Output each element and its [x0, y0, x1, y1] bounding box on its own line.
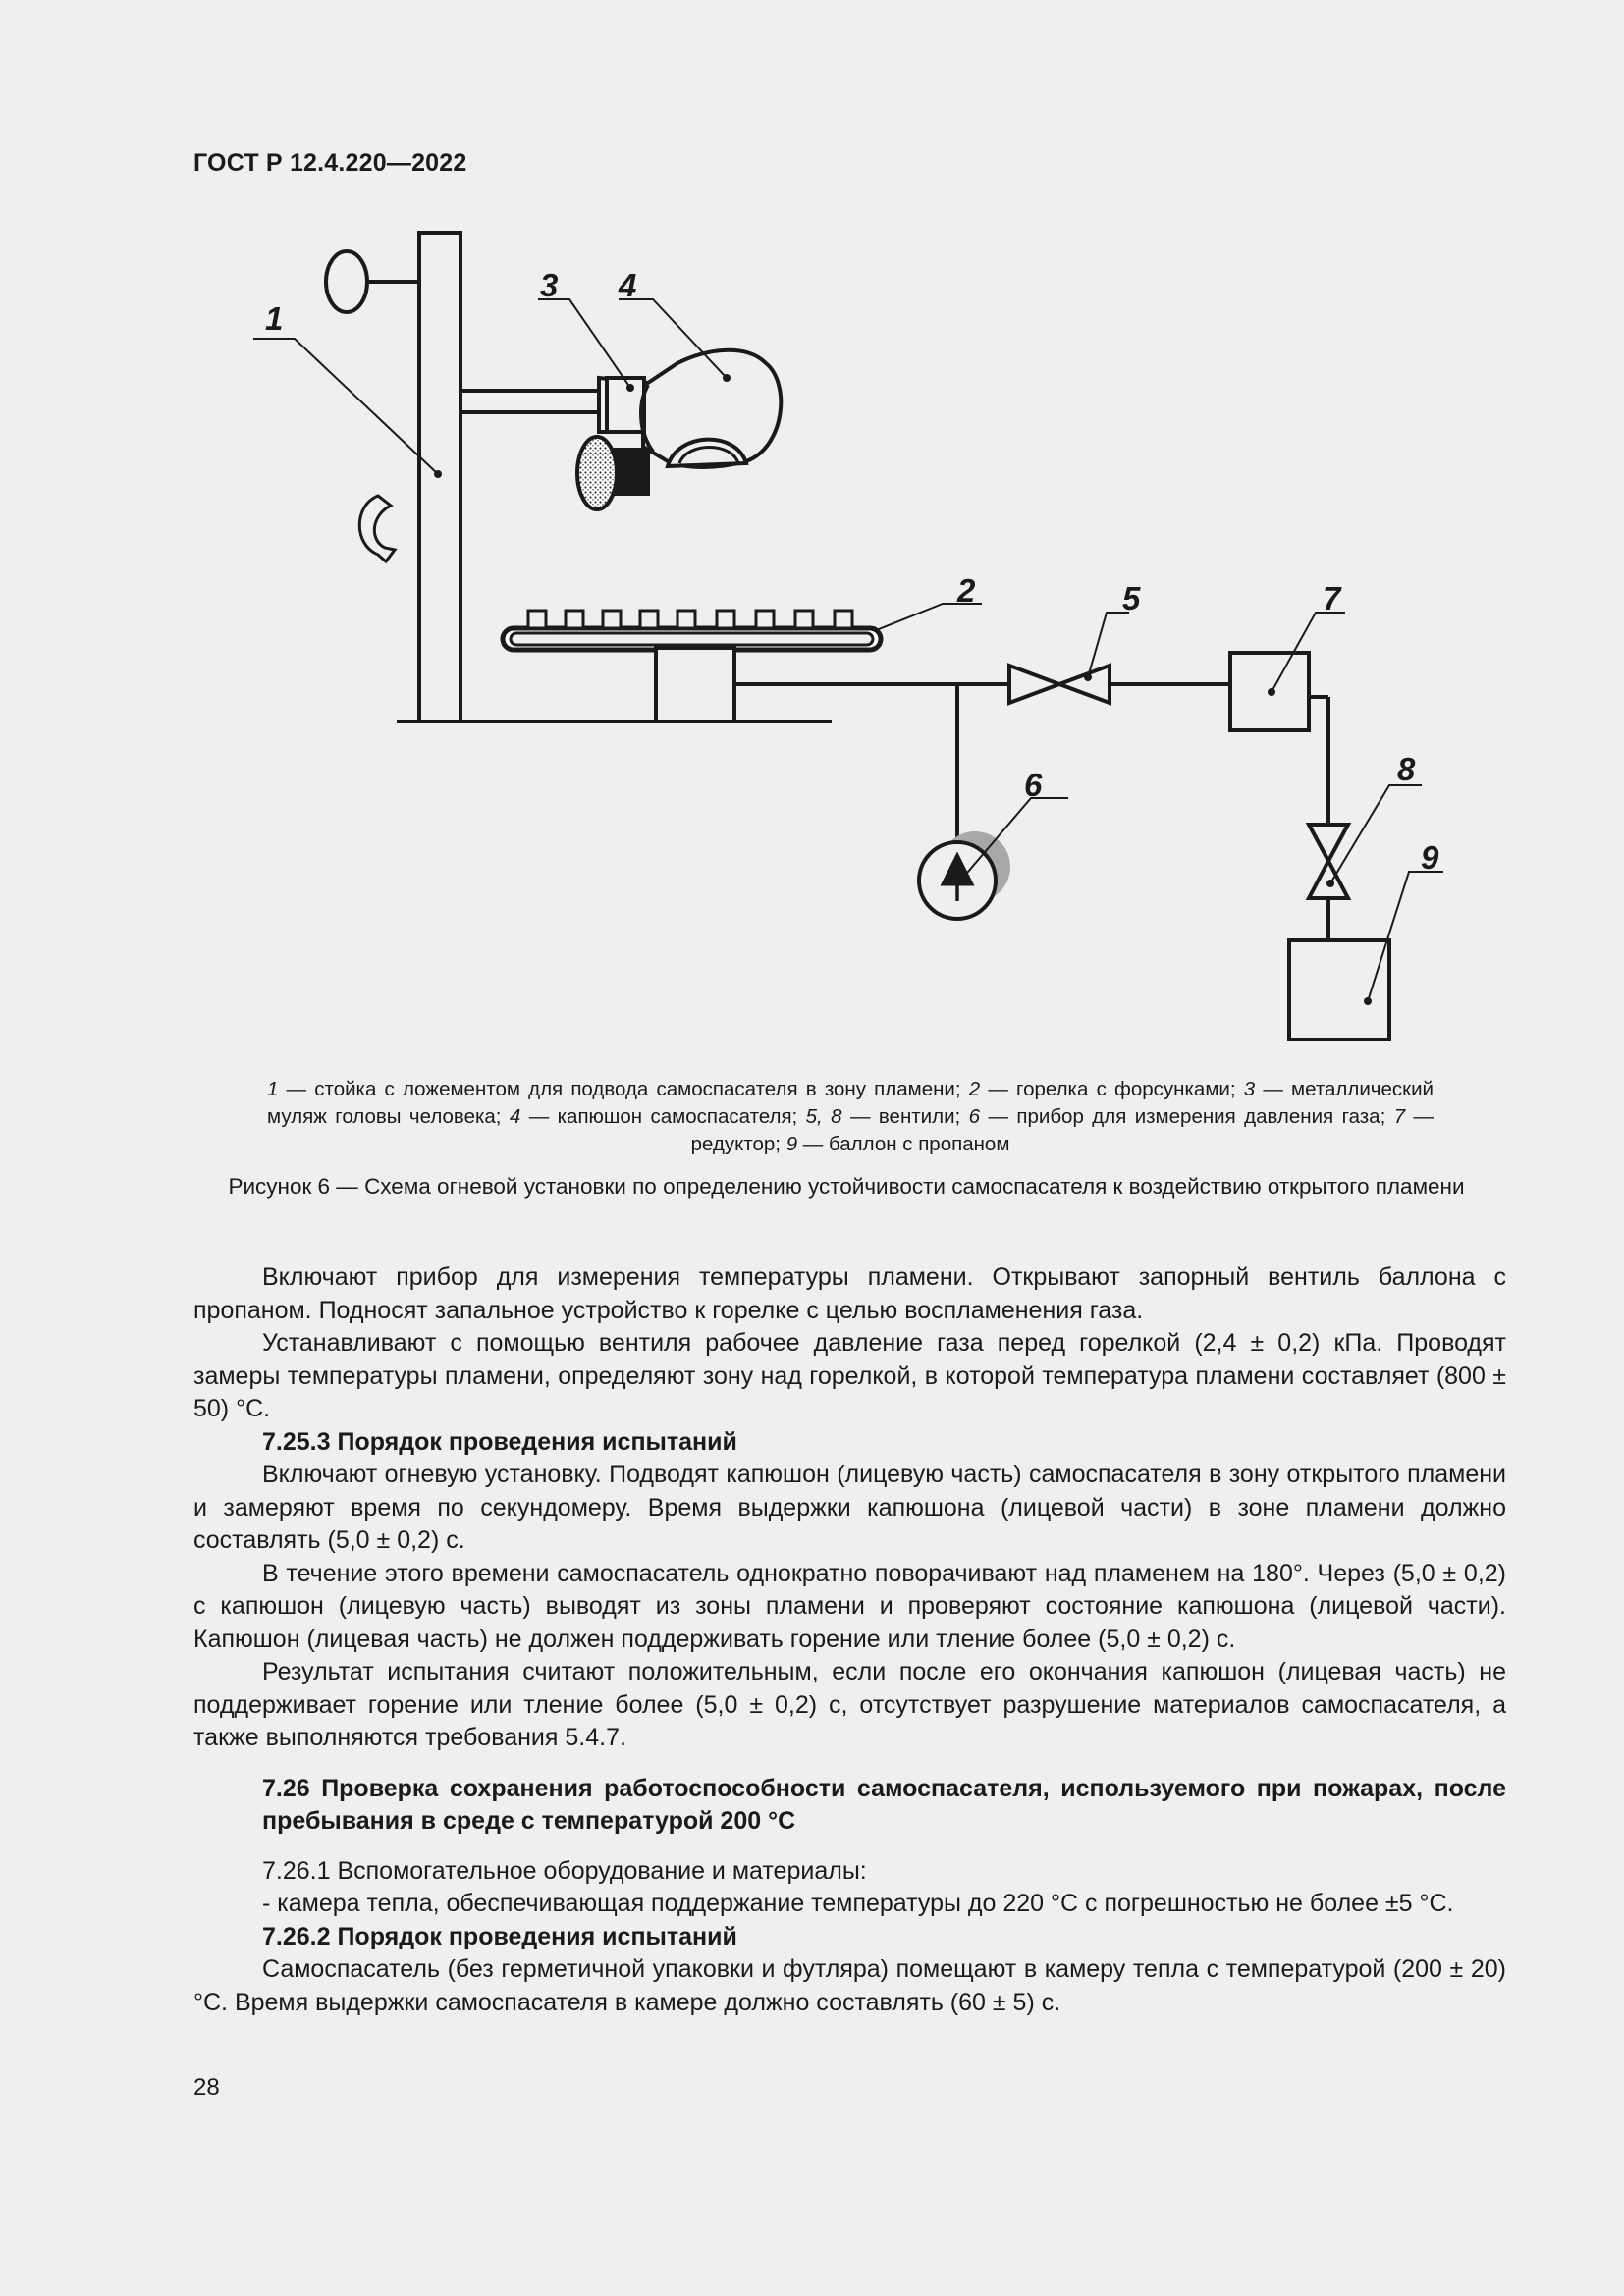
valve-5 [1009, 666, 1110, 703]
legend-text: — металлический муляж головы человека; [267, 1078, 1434, 1128]
figure-caption: Рисунок 6 — Схема огневой установки по определению устойчивости самоспасателя к воздействию открытого пламени [228, 1174, 1465, 1199]
legend-text: — редуктор; [690, 1105, 1435, 1155]
paragraph: Самоспасатель (без герметичной упаковки и футляра) помещают в камеру тепла с температурой (200 ± 20) °С. Время выдержки самоспасателя в камере должно составлять (60 ± 5) с. [193, 1955, 1506, 2016]
legend-text: — горелка с форсунками; [980, 1078, 1244, 1100]
rotation-arrow-icon [359, 496, 395, 561]
section-heading: 7.25.3 Порядок проведения испытаний [262, 1427, 737, 1456]
callout-7: 7 [1323, 580, 1341, 616]
callout-2: 2 [957, 572, 976, 609]
legend-num: 7 [1393, 1105, 1406, 1128]
burner-support [656, 648, 734, 721]
legend-text: — вентили; [841, 1105, 969, 1128]
paragraph: - камера тепла, обеспечивающая поддержание температуры до 220 °С с погрешностью не более ±5 °С. [262, 1890, 1454, 1917]
legend-text: — капюшон самоспасателя; [520, 1105, 806, 1128]
callout-5: 5 [1122, 580, 1141, 616]
callout-4: 4 [619, 267, 637, 303]
paragraph: В течение этого времени самоспасатель однократно поворачивают над пламенем на 180°. Через (5,0 ± 0,2) с капюшон (лицевую часть) выводят из зоны пламени и проверяют состояние капюшона (лицевой части). Капюшон (лицевая часть) не должен поддерживать горение или тление более (5,0 ± 0,2) с. [193, 1559, 1506, 1653]
section-heading: 7.26.2 Порядок проведения испытаний [262, 1922, 737, 1950]
legend-text: — баллон с пропаном [797, 1133, 1010, 1155]
legend-num: 5, 8 [805, 1105, 842, 1128]
propane-cylinder [1289, 940, 1389, 1040]
legend-num: 1 [267, 1078, 279, 1100]
callout-1: 1 [265, 300, 284, 337]
legend-text: — прибор для измерения давления газа; [980, 1105, 1394, 1128]
body-text [193, 1261, 1506, 2019]
paragraph: Включают огневую установку. Подводят капюшон (лицевую часть) самоспасателя в зону открытого пламени и замеряют время по секундомеру. Время выдержки капюшона (лицевой части) в зоне пламени должно составлять (5,0 ± 0,2) с. [193, 1461, 1506, 1554]
burner-nozzles [528, 611, 852, 628]
callout-9: 9 [1421, 839, 1439, 876]
section-heading: 7.26 Проверка сохранения работоспособности самоспасателя, используемого при пожарах, после пребывания в среде с температурой 200 °С [262, 1774, 1506, 1835]
legend-num: 9 [785, 1133, 798, 1155]
legend-text: — стойка с ложементом для подвода самоспасателя в зону пламени; [278, 1078, 969, 1100]
legend-num: 4 [509, 1105, 521, 1128]
page-number: 28 [193, 2074, 220, 2101]
legend-num: 3 [1243, 1078, 1256, 1100]
legend-num: 6 [968, 1105, 981, 1128]
paragraph: Устанавливают с помощью вентиля рабочее давление газа перед горелкой (2,4 ± 0,2) кПа. Проводят замеры температуры пламени, определяют зону над горелкой, в которой температура пламени составляет (800 ± 50) °С. [193, 1329, 1506, 1422]
legend-num: 2 [968, 1078, 981, 1100]
callout-3: 3 [540, 267, 559, 303]
figure-legend [267, 1076, 1434, 1158]
document-header: ГОСТ Р 12.4.220—2022 [193, 149, 467, 177]
callout-8: 8 [1397, 751, 1416, 787]
callout-6: 6 [1024, 767, 1043, 803]
test-setup-schematic [0, 0, 1624, 1080]
paragraph: 7.26.1 Вспомогательное оборудование и материалы: [262, 1856, 867, 1885]
filter-cartridge [577, 437, 617, 509]
paragraph: Результат испытания считают положительным, если после его окончания капюшон (лицевая часть) не поддерживает горение или тление более (5,0 ± 0,2) с, отсутствует разрушение материалов самоспасателя, а также выполняются требования 5.4.7. [193, 1658, 1506, 1751]
valve-8 [1309, 825, 1348, 898]
paragraph: Включают прибор для измерения температуры пламени. Открывают запорный вентиль баллона с пропаном. Подносят запальное устройство к горелке с целью воспламенения газа. [193, 1263, 1506, 1324]
figure-diagram [0, 0, 1624, 1080]
filter-block [614, 450, 648, 494]
stand-knob [326, 251, 367, 312]
